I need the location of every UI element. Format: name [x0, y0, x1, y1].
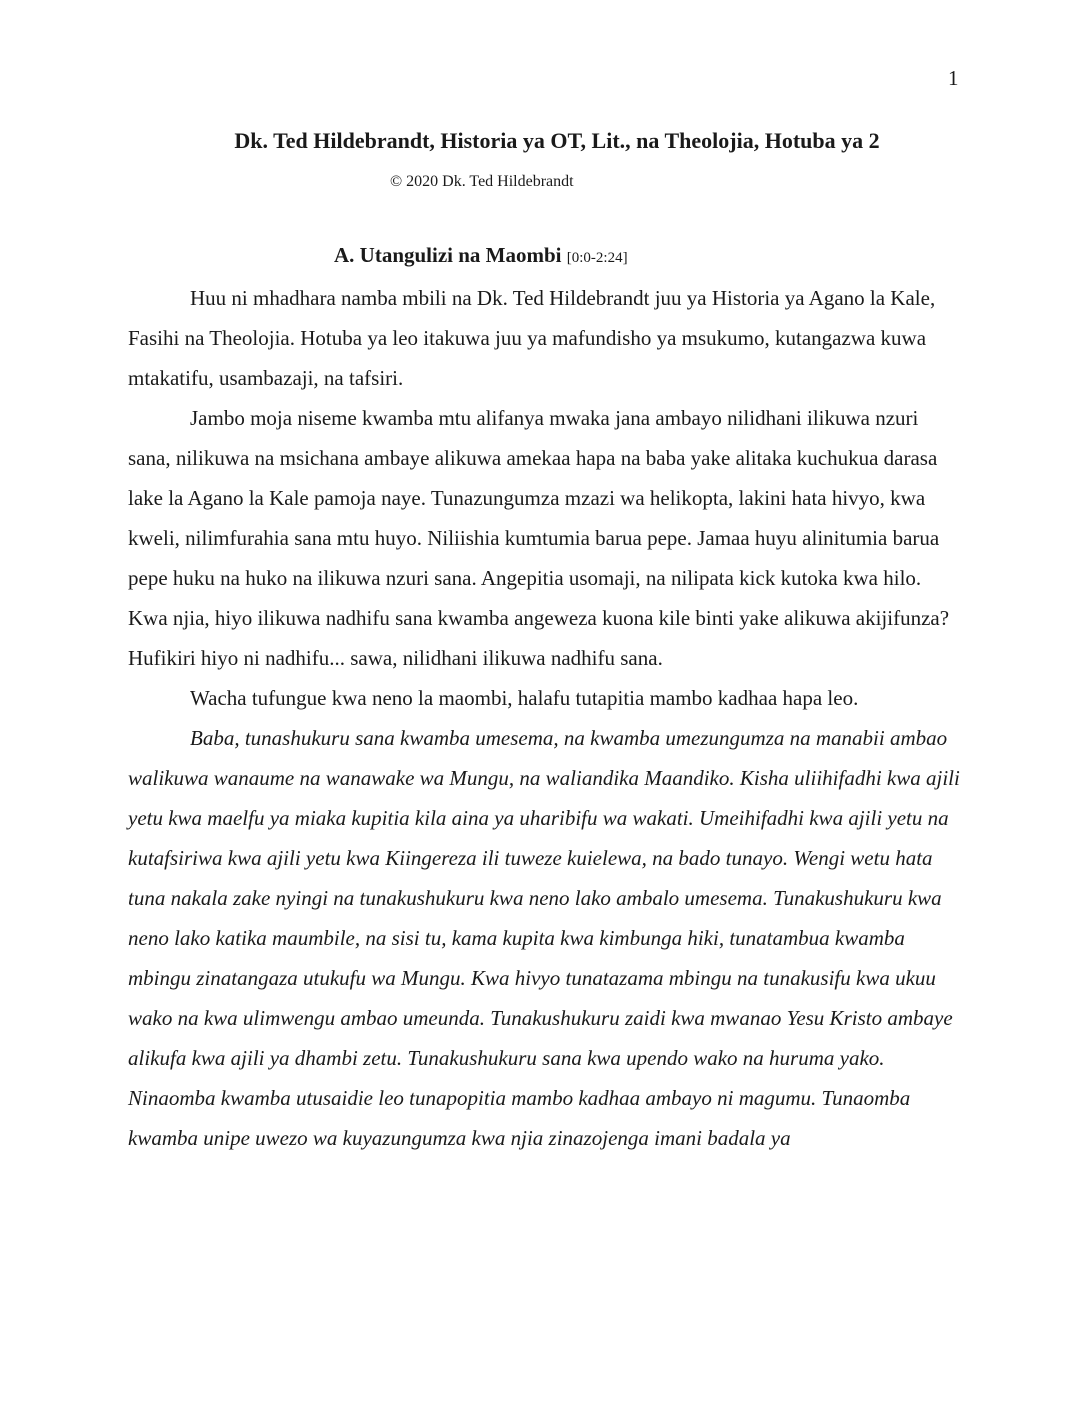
paragraph-intro: Huu ni mhadhara namba mbili na Dk. Ted Hildebrandt juu ya Historia ya Agano la Kale, Fasihi na Theolojia. Hotuba ya leo itakuwa juu ya mafundisho ya msukumo, kutangazwa kuwa mtakatifu, usambazaji, na tafsiri. — [128, 286, 936, 390]
section-heading-text: A. Utangulizi na Maombi — [334, 243, 562, 267]
paragraph-prayer: Baba, tunashukuru sana kwamba umesema, na kwamba umezungumza na manabii ambao walikuwa wanaume na wanawake wa Mungu, na waliandika Maandiko. Kisha uliihifadhi kwa ajili yetu kwa maelfu ya miaka kupitia kila aina ya uharibifu wa wakati. Umeihifadhi kwa ajili yetu na kutafsiriwa kwa ajili yetu kwa Kiingereza ili tuweze kuielewa, na bado tunayo. Wengi wetu hata tuna nakala zake nyingi na tunakushukuru kwa neno lako ambalo umesema. Tunakushukuru kwa neno lako katika maumbile, na sisi tu, kama kupita kwa kimbunga hiki, tunatambua kwamba mbingu zinatangaza utukufu wa Mungu. Kwa hivyo tunatazama mbingu na tunakusifu kwa ukuu wako na kwa ulimwengu ambao umeunda. Tunakushukuru zaidi kwa mwanao Yesu Kristo ambaye alikufa kwa ajili ya dhambi zetu. Tunakushukuru sana kwa upendo wako na huruma yako. Ninaomba kwamba utusaidie leo tunapopitia mambo kadhaa ambayo ni magumu. Tunaomba kwamba unipe uwezo wa kuyazungumza kwa njia zinazojenga imani badala ya — [128, 726, 960, 1150]
document-title: Dk. Ted Hildebrandt, Historia ya OT, Lit., na Theolojia, Hotuba ya 2 — [234, 128, 880, 153]
section-heading — [334, 243, 628, 268]
paragraph-prayer-intro: Wacha tufungue kwa neno la maombi, halafu tutapitia mambo kadhaa hapa leo. — [190, 686, 859, 710]
section-timestamp: [0:0-2:24] — [566, 250, 628, 266]
copyright-notice: © 2020 Dk. Ted Hildebrandt — [390, 173, 574, 190]
page-number: 1 — [948, 66, 959, 90]
body-text — [128, 278, 960, 1158]
paragraph-anecdote: Jambo moja niseme kwamba mtu alifanya mwaka jana ambayo nilidhani ilikuwa nzuri sana, nilikuwa na msichana ambaye alikuwa amekaa hapa na baba yake alitaka kuchukua darasa lake la Agano la Kale pamoja naye. Tunazungumza mzazi wa helikopta, lakini hata hivyo, kwa kweli, nilimfurahia sana mtu huyo. Niliishia kumtumia barua pepe. Jamaa huyu alinitumia barua pepe huku na huko na ilikuwa nzuri sana. Angepitia usomaji, na nilipata kick kutoka kwa hilo. Kwa njia, hiyo ilikuwa nadhifu sana kwamba angeweza kuona kile binti yake alikuwa akijifunza? Hufikiri hiyo ni nadhifu... sawa, nilidhani ilikuwa nadhifu sana. — [128, 406, 950, 670]
